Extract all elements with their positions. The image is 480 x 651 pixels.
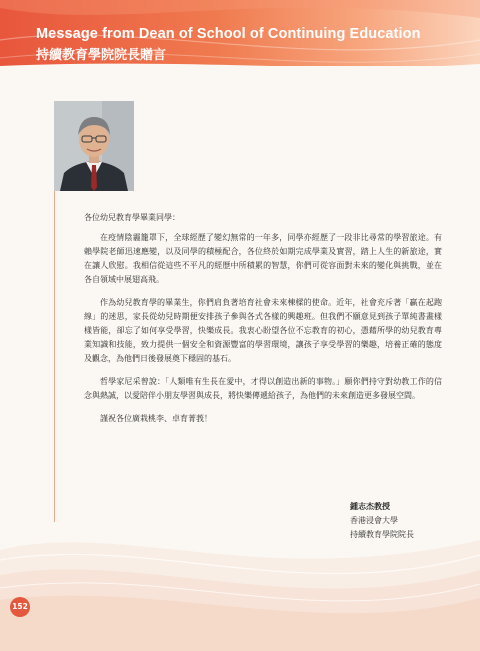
bottom-swirl-decoration (0, 480, 480, 651)
letter-greeting: 各位幼兒教育學畢業同學： (84, 213, 180, 222)
letter-paragraph-3: 哲學家尼采曾說：「人類唯有生長在愛中，才得以創造出新的事物。」願你們持守對幼教工作的信念與熱誠，以愛陪伴小朋友學習與成長，將快樂傳遞給孩子，為他們的未來創造更多發展空間。 (84, 377, 442, 400)
page-number-badge: 152 (10, 597, 30, 617)
letter-paragraph-4: 謹祝各位廣栽桃李、卓育菁莪！ (100, 414, 212, 423)
page-title-chinese: 持續教育學院院長贈言 (36, 48, 167, 63)
dean-portrait-photo (54, 101, 134, 191)
page-title-english: Message from Dean of School of Continuing Education (36, 26, 421, 42)
signature-name: 鍾志杰教授 (350, 502, 390, 511)
vertical-rule (54, 191, 55, 522)
letter-body (84, 211, 442, 435)
header-banner (0, 0, 480, 66)
letter-paragraph-1: 在疫情陰霾籠罩下，全球經歷了變幻無常的一年多，同學亦經歷了一段非比尋常的學習旅途。有賴學院老師迅速應變，以及同學的積極配合，各位終於如期完成學業及實習，踏上人生的新旅途，實在讓人欣慰。我相信從這些不平凡的經歷中所積累的智慧，你們可從容面對未來的變化與挑戰，並在各自領域中展翅高飛。 (84, 233, 442, 284)
letter-paragraph-2: 作為幼兒教育學的畢業生，你們肩負著培育社會未來棟樑的使命。近年，社會充斥著「贏在起跑線」的迷思，家長從幼兒時期便安排孩子參與各式各樣的興趣班。但我們不願意見到孩子單純書畫樣樣皆能，卻忘了如何享受學習，快樂成長。我衷心盼望各位不忘教育的初心，憑藉所學的幼兒教育專業知識和技能，致力提供一個安全和資源豐富的學習環境，讓孩子享受學習的樂趣，培養正確的態度及觀念，為他們日後發展奠下穩固的基石。 (84, 298, 442, 363)
signature-university: 香港浸會大學 (350, 516, 398, 525)
signature-position: 持續教育學院院長 (350, 530, 414, 539)
portrait-illustration (54, 101, 134, 191)
